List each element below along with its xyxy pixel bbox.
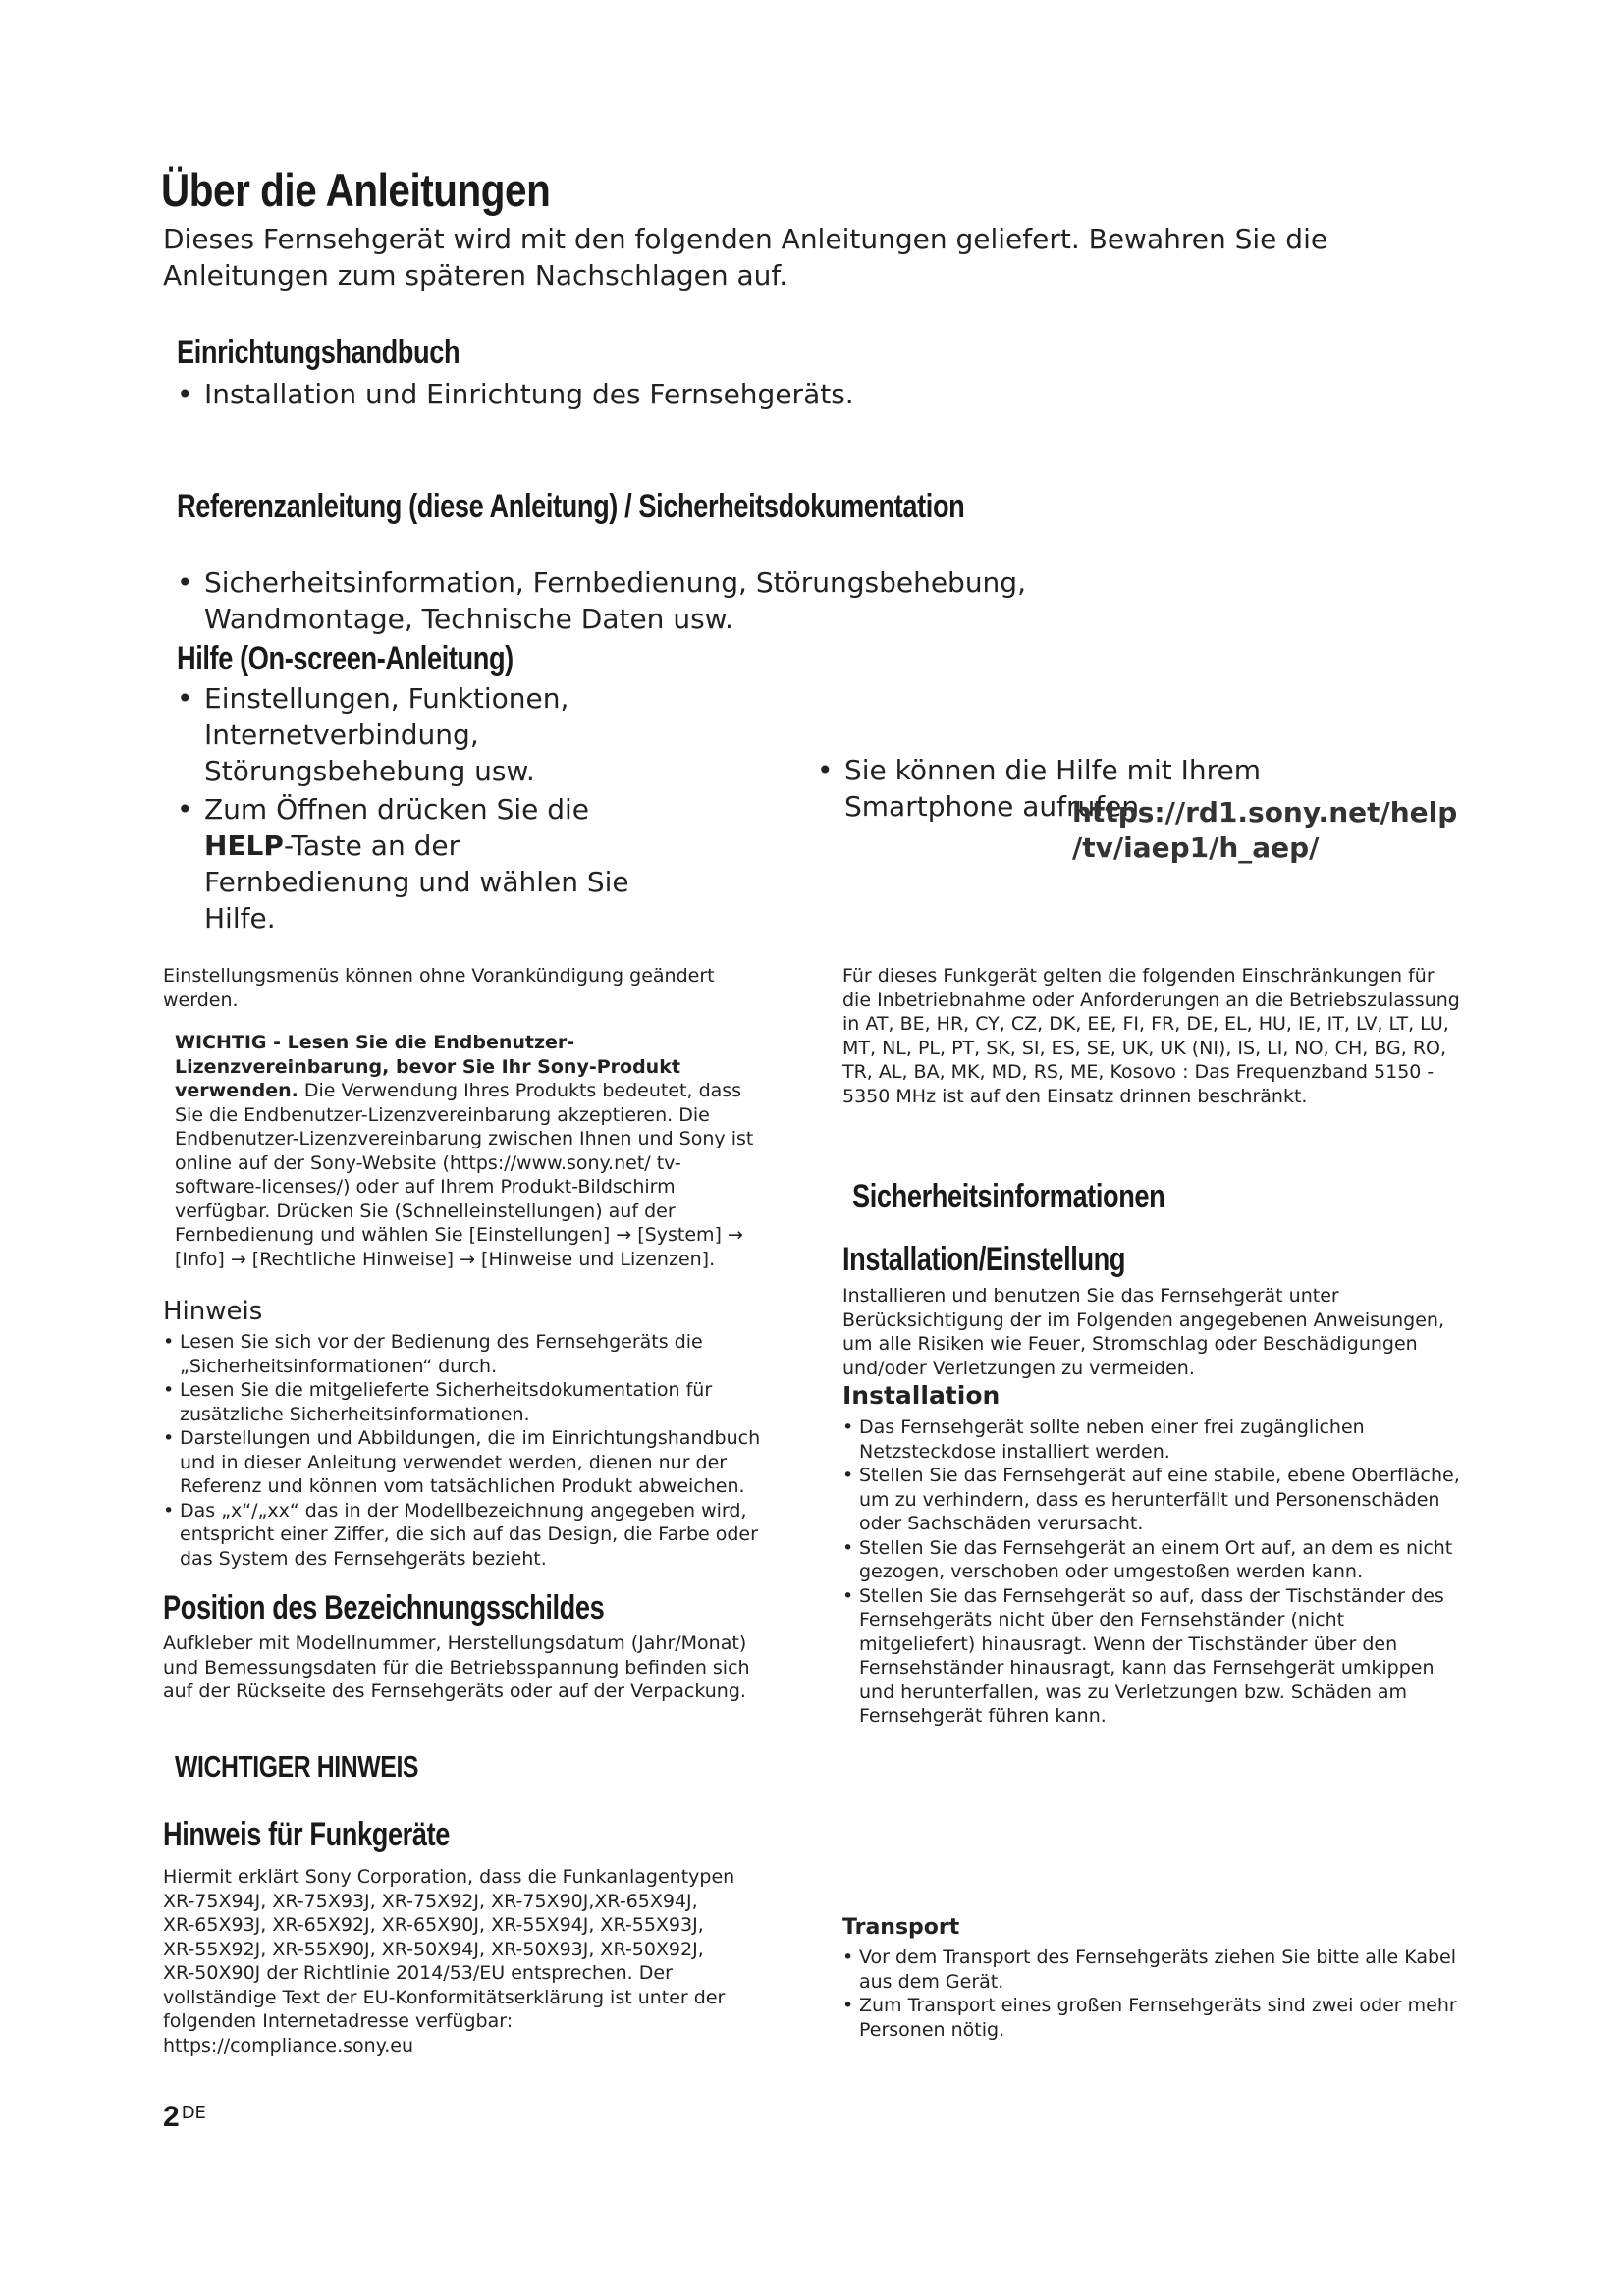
license-notice [175, 1031, 754, 1271]
page-language-code: DE [181, 2103, 206, 2123]
help-url-line-2: /tv/iaep1/h_aep/ [1072, 831, 1320, 864]
funk-line: folgenden Internetadresse verfügbar: [163, 2010, 514, 2032]
installation-item: • Stellen Sie das Fernsehgerät an einem Ort auf, an dem es nicht gezogen, verschoben oder umgestoßen werden kann. [842, 1536, 1461, 1584]
help-url-line-1: https://rd1.sony.net/help [1072, 796, 1458, 828]
help-guide-bullets [177, 680, 668, 936]
transport-heading: Transport [842, 1915, 960, 1940]
position-text: Aufkleber mit Modellnummer, Herstellungsdatum (Jahr/Monat) und Bemessungsdaten für die Betriebsspannung befinden sich auf der Rückseite des Fernsehgeräts oder auf der Verpackung. [163, 1632, 750, 1702]
license-notice-bold: WICHTIG - Lesen Sie die Endbenutzer-Lizenzvereinbarung, bevor Sie Ihr Sony-Produkt verwenden. [175, 1032, 680, 1101]
funk-line: XR-65X93J, XR-65X92J, XR-65X90J, XR-55X94J, XR-55X93J, [163, 1914, 704, 1936]
hinweis-item: • Das „x“/„xx“ das in der Modellbezeichnung angegeben wird, entspricht einer Ziffer, die sich auf das Design, die Farbe oder das System des Fernsehgeräts bezieht. [163, 1499, 772, 1572]
hinweis-item: • Lesen Sie sich vor der Bedienung des Fernsehgeräts die „Sicherheitsinformationen“ durch. [163, 1330, 772, 1378]
help-key-label: HELP [204, 829, 284, 862]
setup-guide-bullet-text: Installation und Einrichtung des Fernsehgeräts. [204, 378, 854, 410]
installation-item: • Stellen Sie das Fernsehgerät so auf, dass der Tischständer des Fernsehgeräts nicht über den Fernsehständer (nicht mitgeliefert) hinausragt. Wenn der Tischständer über den Fernsehständer hinausragt, kann das Fernsehgerät umkippen und herunterfallen, was zu Verletzungen bzw. Schäden am Fernsehgerät führen kann. [842, 1584, 1461, 1729]
transport-item: • Vor dem Transport des Fernsehgeräts ziehen Sie bitte alle Kabel aus dem Gerät. [842, 1946, 1461, 1994]
hinweis-item: • Lesen Sie die mitgelieferte Sicherheitsdokumentation für zusätzliche Sicherheitsinformationen. [163, 1378, 772, 1426]
installation-heading: Installation [842, 1381, 1001, 1410]
intro-text: Dieses Fernsehgerät wird mit den folgenden Anleitungen geliefert. Bewahren Sie die Anleitungen zum späteren Nachschlagen auf. [163, 223, 1328, 292]
help-bullet-smartphone-text: Sie können die Hilfe mit Ihrem Smartphone aufrufen. [844, 754, 1262, 823]
position-heading: Position des Bezeichnungsschildes [163, 1589, 605, 1627]
installation-list [842, 1415, 1461, 1729]
hinweis-list [163, 1330, 772, 1571]
funk-heading: Hinweis für Funkgeräte [163, 1816, 450, 1853]
restriction-text: Für dieses Funkgerät gelten die folgenden Einschränkungen für die Inbetriebnahme oder Anforderungen an die Betriebszulassung in AT, BE, HR, CY, CZ, DK, EE, FI, FR, DE, EL, HU, IE, IT, LV, LT, LU, MT, NL, PL, PT, SK, SI, ES, SE, UK, UK (NI), IS, LI, NO, CH, BG, RO, TR, AL, BA, MK, MD, RS, ME, Kosovo : Das Frequenzband 5150 - 5350 MHz ist auf den Einsatz drinnen beschränkt. [842, 965, 1460, 1107]
help-bullet-open-pre: Zum Öffnen drücken Sie die [204, 793, 590, 826]
page-number [163, 2101, 206, 2134]
setup-guide-bullet [177, 376, 1382, 412]
funk-line: https://compliance.sony.eu [163, 2034, 414, 2056]
installation-item: • Stellen Sie das Fernsehgerät auf eine stabile, ebene Oberfläche, um zu verhindern, dass es herunterfällt und Personenschäden oder Sachschäden verursacht. [842, 1464, 1461, 1536]
install-setup-heading: Installation/Einstellung [842, 1241, 1126, 1278]
funk-line: Hiermit erklärt Sony Corporation, dass die Funkanlagentypen [163, 1866, 735, 1888]
help-bullet-features-text: Einstellungen, Funktionen, Internetverbindung, Störungsbehebung usw. [204, 682, 569, 787]
funk-line: XR-75X94J, XR-75X93J, XR-75X92J, XR-75X90J,XR-65X94J, [163, 1890, 698, 1912]
help-url[interactable] [1072, 795, 1457, 866]
funk-line: XR-50X90J der Richtlinie 2014/53/EU entsprechen. Der [163, 1962, 673, 1984]
reference-guide-bullet [177, 564, 1216, 637]
wichtiger-hinweis-heading: WICHTIGER HINWEIS [175, 1749, 419, 1784]
help-bullet-open [177, 791, 668, 936]
help-bullet-open-post: -Taste an der Fernbedienung und wählen Sie Hilfe. [204, 829, 629, 934]
funk-line: XR-55X92J, XR-55X90J, XR-50X94J, XR-50X93J, XR-50X92J, [163, 1938, 704, 1960]
settings-note: Einstellungsmenüs können ohne Vorankündigung geändert werden. [163, 965, 715, 1011]
funk-text [163, 1865, 772, 2057]
installation-item: • Das Fernsehgerät sollte neben einer frei zugänglichen Netzsteckdose installiert werden. [842, 1415, 1461, 1464]
hinweis-item: • Darstellungen und Abbildungen, die im Einrichtungshandbuch und in dieser Anleitung verwendet werden, dienen nur der Referenz und können vom tatsächlichen Produkt abweichen. [163, 1426, 772, 1499]
install-setup-text: Installieren und benutzen Sie das Fernsehgerät unter Berücksichtigung der im Folgenden angegebenen Anweisungen, um alle Risiken wie Feuer, Stromschlag oder Beschädigungen und/oder Verletzungen zu vermeiden. [842, 1285, 1444, 1379]
help-guide-heading: Hilfe (On-screen-Anleitung) [177, 640, 514, 677]
page-title: Über die Anleitungen [161, 164, 551, 216]
reference-guide-heading: Referenzanleitung (diese Anleitung) / Sicherheitsdokumentation [177, 488, 965, 525]
funk-line: vollständige Text der EU-Konformitätserklärung ist unter der [163, 1986, 726, 2008]
hinweis-heading: Hinweis [163, 1297, 263, 1326]
setup-guide-heading: Einrichtungshandbuch [177, 334, 460, 371]
page-number-digit: 2 [163, 2101, 180, 2133]
transport-item: • Zum Transport eines großen Fernsehgeräts sind zwei oder mehr Personen nötig. [842, 1994, 1461, 2042]
help-bullet-features [177, 680, 668, 789]
transport-list [842, 1946, 1461, 2042]
reference-guide-bullet-text: Sicherheitsinformation, Fernbedienung, Störungsbehebung, Wandmontage, Technische Daten usw. [204, 566, 1026, 635]
license-notice-text: Die Verwendung Ihres Produkts bedeutet, dass Sie die Endbenutzer-Lizenzvereinbarung akzeptieren. Die Endbenutzer-Lizenzvereinbarung zwischen Ihnen und Sony ist online auf der Sony-Website (https://www.sony.net/ tv-software-licenses/) oder auf Ihrem Produkt-Bildschirm verfügbar. Drücken Sie (Schnelleinstellungen) auf der Fernbedienung und wählen Sie [Einstellungen] → [System] → [Info] → [Rechtliche Hinweise] → [Hinweise und Lizenzen]. [175, 1080, 754, 1270]
safety-heading: Sicherheitsinformationen [852, 1178, 1165, 1215]
